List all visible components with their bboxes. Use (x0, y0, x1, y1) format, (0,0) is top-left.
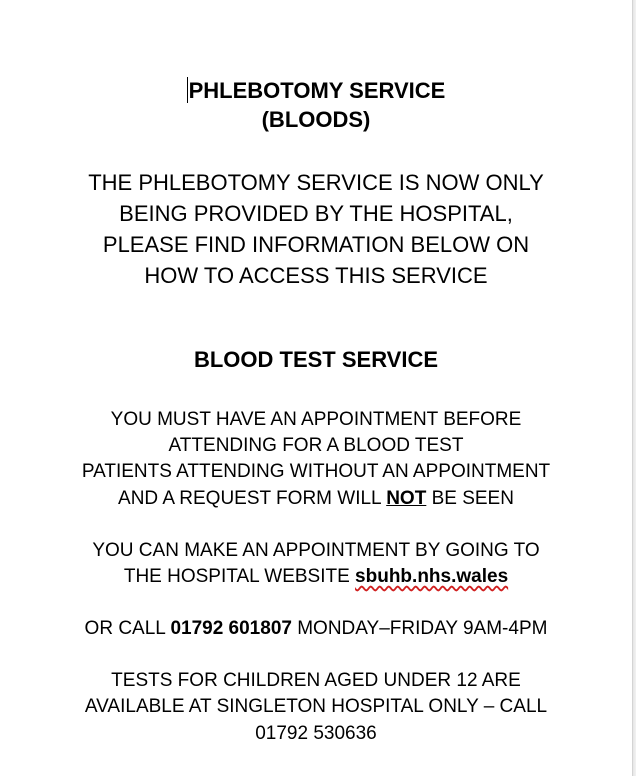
appointment-line-4-start: AND A REQUEST FORM WILL (118, 488, 387, 509)
appointment-line-1: YOU MUST HAVE AN APPOINTMENT BEFORE (110, 409, 522, 430)
children-line-3: 01792 530636 (255, 723, 377, 744)
hospital-website-link[interactable]: sbuhb.nhs.wales (355, 566, 509, 587)
appointment-line-4-end: BE SEEN (426, 488, 514, 509)
document-title (0, 77, 632, 103)
document-subtitle: (BLOODS) (261, 107, 371, 132)
booking-line-2 (0, 567, 632, 586)
section-heading: BLOOD TEST SERVICE (193, 347, 439, 372)
intro-line-4: HOW TO ACCESS THIS SERVICE (144, 263, 488, 288)
appointment-line-4 (0, 489, 632, 508)
text-cursor (187, 77, 188, 103)
booking-line-2-start: THE HOSPITAL WEBSITE (123, 566, 356, 587)
children-line-1: TESTS FOR CHILDREN AGED UNDER 12 ARE (111, 670, 521, 691)
page-edge-divider (632, 0, 636, 776)
appointment-line-3: PATIENTS ATTENDING WITHOUT AN APPOINTMENT (81, 461, 551, 482)
intro-line-1: THE PHLEBOTOMY SERVICE IS NOW ONLY (88, 170, 544, 195)
phone-hours: MONDAY–FRIDAY 9AM-4PM (291, 618, 548, 639)
phone-number: 01792 601807 (170, 618, 292, 639)
appointment-line-2: ATTENDING FOR A BLOOD TEST (168, 435, 464, 456)
intro-line-2: BEING PROVIDED BY THE HOSPITAL, (119, 201, 513, 226)
intro-line-3: PLEASE FIND INFORMATION BELOW ON (102, 232, 530, 257)
phone-line (0, 619, 632, 638)
booking-line-1: YOU CAN MAKE AN APPOINTMENT BY GOING TO (92, 540, 540, 561)
not-emphasis: NOT (386, 488, 427, 509)
title-line-1: PHLEBOTOMY SERVICE (188, 78, 446, 103)
children-line-2: AVAILABLE AT SINGLETON HOSPITAL ONLY – CALL (84, 696, 548, 717)
phone-prefix: OR CALL (84, 618, 171, 639)
